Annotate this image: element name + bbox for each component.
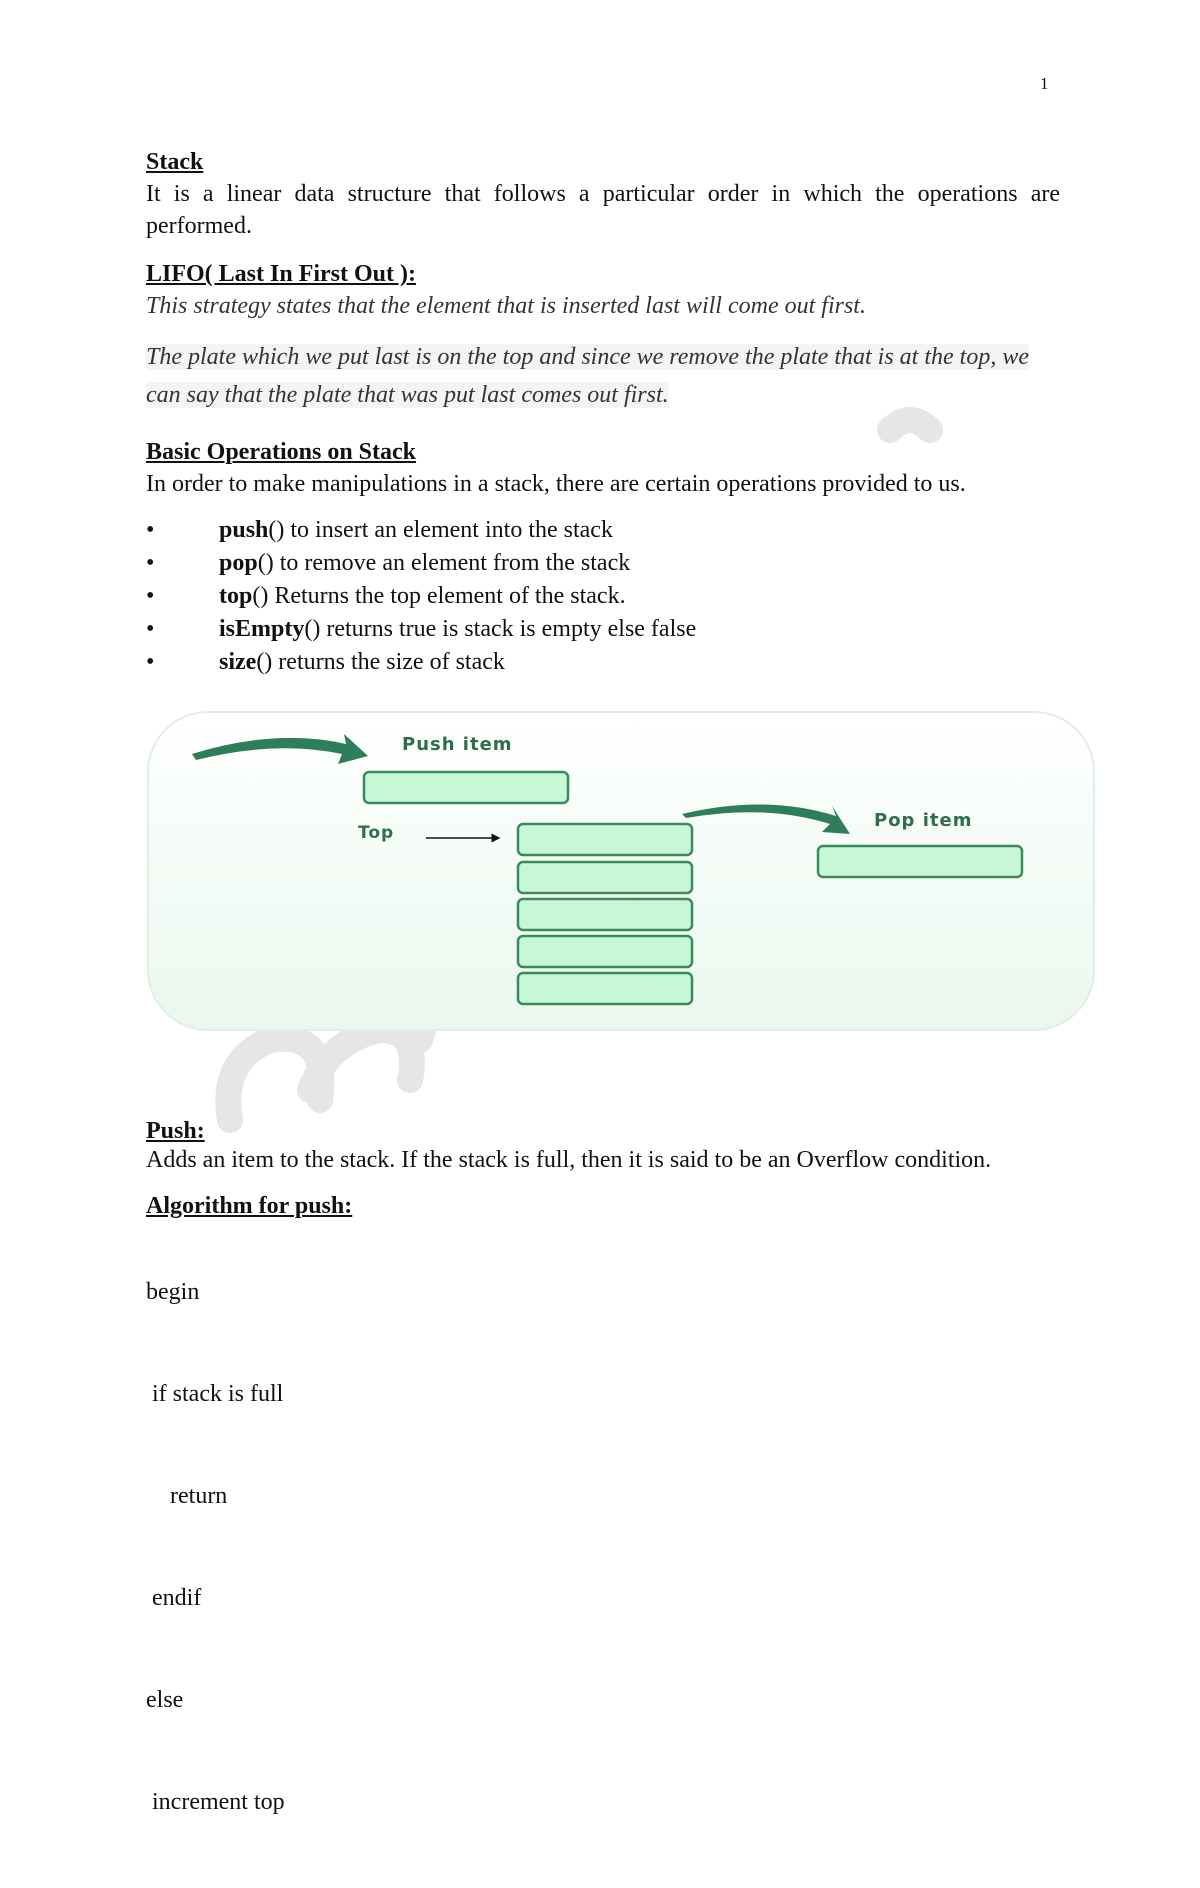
stack-element-box bbox=[518, 899, 692, 930]
operation-name: push bbox=[219, 517, 269, 543]
stack-diagram bbox=[146, 710, 1096, 1032]
stack-element-box bbox=[518, 862, 692, 893]
page-number: 1 bbox=[1040, 74, 1049, 93]
code-line: return bbox=[146, 1483, 228, 1509]
list-item bbox=[146, 613, 1060, 646]
stack-element-box bbox=[518, 824, 692, 855]
lifo-heading: LIFO( Last In First Out ): bbox=[146, 261, 416, 287]
code-line: endif bbox=[146, 1585, 202, 1611]
push-label: Push item bbox=[402, 734, 513, 755]
stack-definition: It is a linear data structure that follows a particular order in which the operations are performed. bbox=[146, 181, 1060, 239]
bullet: • bbox=[146, 583, 155, 609]
operation-description: () Returns the top element of the stack. bbox=[252, 583, 626, 609]
operation-description: () returns true is stack is empty else false bbox=[304, 616, 697, 642]
push-description: Adds an item to the stack. If the stack is full, then it is said to be an Overflow condition. bbox=[146, 1147, 992, 1173]
push-section bbox=[146, 1115, 1060, 1888]
operation-name: isEmpty bbox=[219, 616, 305, 642]
pushed-item-box bbox=[364, 772, 568, 803]
basic-operations-heading: Basic Operations on Stack bbox=[146, 439, 417, 465]
stack-boxes bbox=[518, 824, 692, 1004]
bullet: • bbox=[146, 649, 155, 675]
lifo-example: The plate which we put last is on the top and since we remove the plate that is at the top, we can say that the plate that was put last comes out first. bbox=[146, 344, 1029, 408]
lifo-example-block bbox=[146, 338, 1060, 414]
list-item bbox=[146, 580, 1060, 613]
bullet: • bbox=[146, 517, 155, 543]
algorithm-heading: Algorithm for push: bbox=[146, 1193, 353, 1219]
list-item bbox=[146, 547, 1060, 580]
list-item bbox=[146, 646, 1060, 679]
algorithm-code bbox=[146, 1222, 1060, 1888]
code-line: increment top bbox=[146, 1789, 285, 1815]
operation-name: pop bbox=[219, 550, 258, 576]
stack-heading: Stack bbox=[146, 149, 204, 175]
code-line: begin bbox=[146, 1279, 200, 1305]
operation-description: () returns the size of stack bbox=[256, 649, 505, 675]
stack-element-box bbox=[518, 973, 692, 1004]
code-line: if stack is full bbox=[146, 1381, 284, 1407]
pop-label: Pop item bbox=[874, 810, 973, 831]
operation-description: () to remove an element from the stack bbox=[257, 550, 631, 576]
push-heading: Push: bbox=[146, 1118, 205, 1144]
operations-list bbox=[146, 514, 1060, 679]
operation-description: () to insert an element into the stack bbox=[268, 517, 613, 543]
page-body bbox=[146, 146, 1060, 679]
top-label: Top bbox=[358, 823, 395, 843]
lifo-strategy: This strategy states that the element that is inserted last will come out first. bbox=[146, 293, 866, 319]
basic-operations-intro: In order to make manipulations in a stack, there are certain operations provided to us. bbox=[146, 471, 966, 497]
stack-element-box bbox=[518, 936, 692, 967]
bullet: • bbox=[146, 616, 155, 642]
operation-name: size bbox=[219, 649, 257, 675]
operation-name: top bbox=[219, 583, 253, 609]
bullet: • bbox=[146, 550, 155, 576]
popped-item-box bbox=[818, 846, 1022, 877]
code-line: else bbox=[146, 1687, 184, 1713]
list-item bbox=[146, 514, 1060, 547]
